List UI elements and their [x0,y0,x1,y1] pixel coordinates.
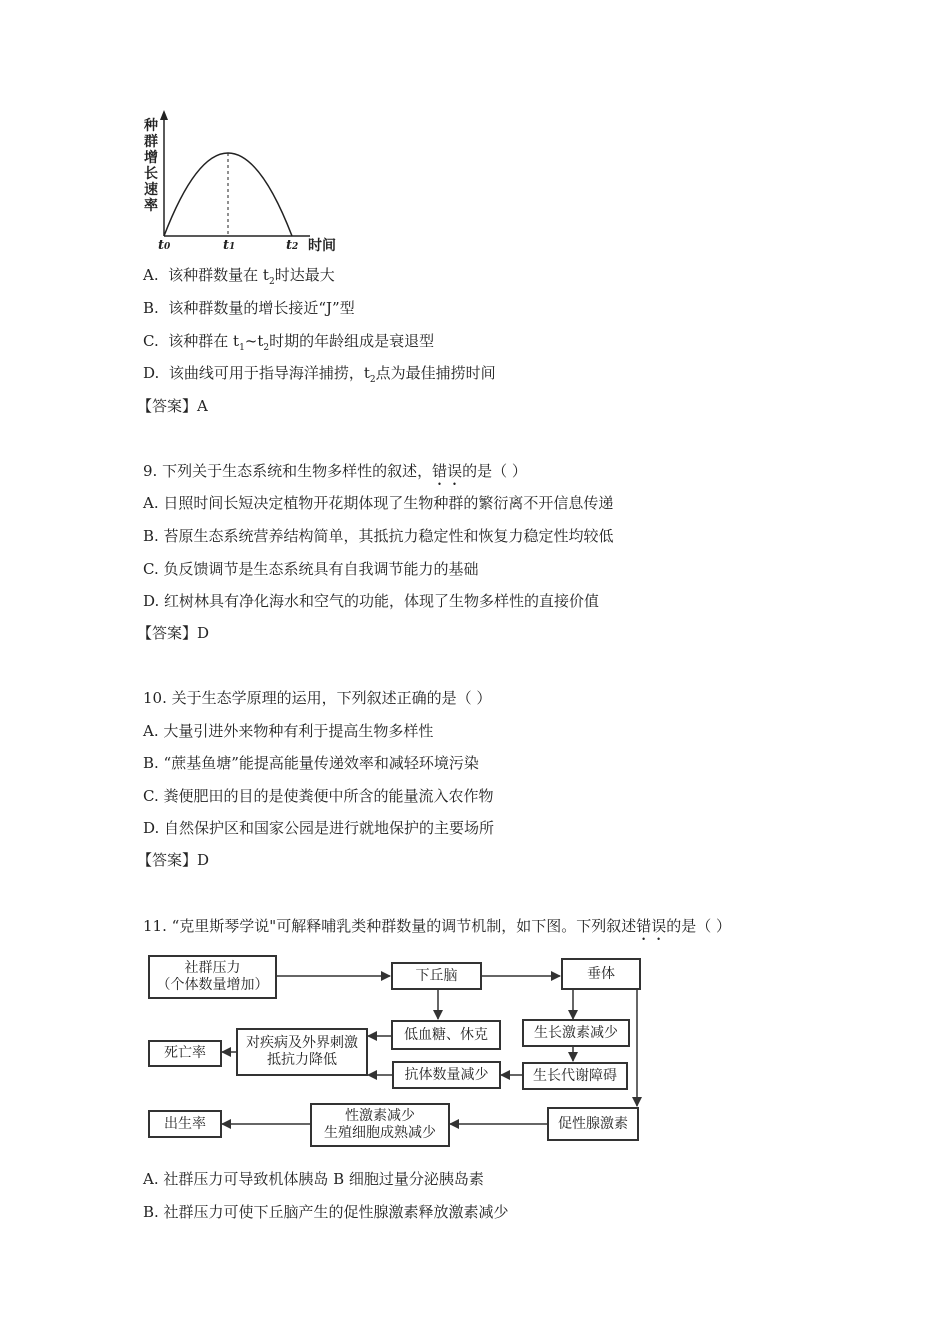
box-social-pressure: 社群压力 （个体数量增加） [148,955,277,999]
y-label-char: 速 [144,182,158,198]
q8-option-c: C. 该种群在 $t_1\sim t_2$时期的年龄组成是衰退型 [143,332,435,353]
q11-option-a: A. 社群压力可导致机体胰岛 B 细胞过量分泌胰岛素 [143,1170,484,1188]
q10-answer: 【答案】D [137,851,210,869]
q10-option-a: A. 大量引进外来物种有利于提高生物多样性 [143,722,434,740]
box-gonadotropin: 促性腺激素 [547,1107,639,1141]
box-antibody-reduced: 抗体数量减少 [392,1061,501,1089]
q10-option-d: D. 自然保护区和国家公园是进行就地保护的主要场所 [143,819,495,837]
q9-answer: 【答案】D [137,624,210,642]
box-hypoglycemia-shock: 低血糖、休克 [391,1020,501,1050]
box-hypothalamus: 下丘脑 [391,962,482,990]
q9-option-c: C. 负反馈调节是生态系统具有自我调节能力的基础 [143,560,479,578]
box-pituitary: 垂体 [561,958,641,990]
y-label-char: 率 [144,198,158,214]
x-axis-label: 时间 [308,238,336,254]
box-resistance-reduced: 对疾病及外界刺激 抵抗力降低 [236,1028,368,1076]
q9-option-a: A. 日照时间长短决定植物开花期体现了生物种群的繁衍离不开信息传递 [143,494,614,512]
q9-option-b: B. 苔原生态系统营养结构简单，其抵抗力稳定性和恢复力稳定性均较低 [143,527,614,545]
box-birth-rate: 出生率 [148,1110,222,1138]
y-label-char: 长 [144,166,158,182]
box-sex-hormone-reduced: 性激素减少 生殖细胞成熟减少 [310,1103,450,1147]
q10-option-c: C. 粪便肥田的目的是使粪便中所含的能量流入农作物 [143,787,494,805]
y-label-char: 增 [144,150,158,166]
tick-t0: t0 [158,238,171,253]
q10-option-b: B. “蔗基鱼塘”能提高能量传递效率和减轻环境污染 [143,754,479,772]
q11-option-b: B. 社群压力可使下丘脑产生的促性腺激素释放激素减少 [143,1203,509,1221]
q9-stem: 9. 下列关于生态系统和生物多样性的叙述，错误的是（ ） [143,462,527,480]
q8-option-d: D. 该曲线可用于指导海洋捕捞，$t_2$点为最佳捕捞时间 [143,364,496,385]
q8-option-a: A. 该种群数量在 $t_2$时达最大 [143,266,335,287]
q10-stem: 10. 关于生态学原理的运用，下列叙述正确的是（ ） [143,689,492,707]
q9-option-d: D. 红树林具有净化海水和空气的功能，体现了生物多样性的直接价值 [143,592,600,610]
tick-t2: t2 [286,238,299,253]
y-label-char: 群 [144,134,158,150]
box-metabolism-disorder: 生长代谢障碍 [522,1062,628,1090]
tick-t1: t1 [223,238,236,253]
q8-option-b: B. 该种群数量的增长接近“J”型 [143,299,355,317]
box-growth-hormone: 生长激素减少 [522,1019,630,1047]
y-label-char: 种 [144,118,158,134]
box-death-rate: 死亡率 [148,1040,222,1067]
q8-answer: 【答案】A [137,397,208,415]
q11-stem: 11. “克里斯琴学说"可解释哺乳类种群数量的调节机制，如下图。下列叙述错误的是（ ） [143,917,731,935]
